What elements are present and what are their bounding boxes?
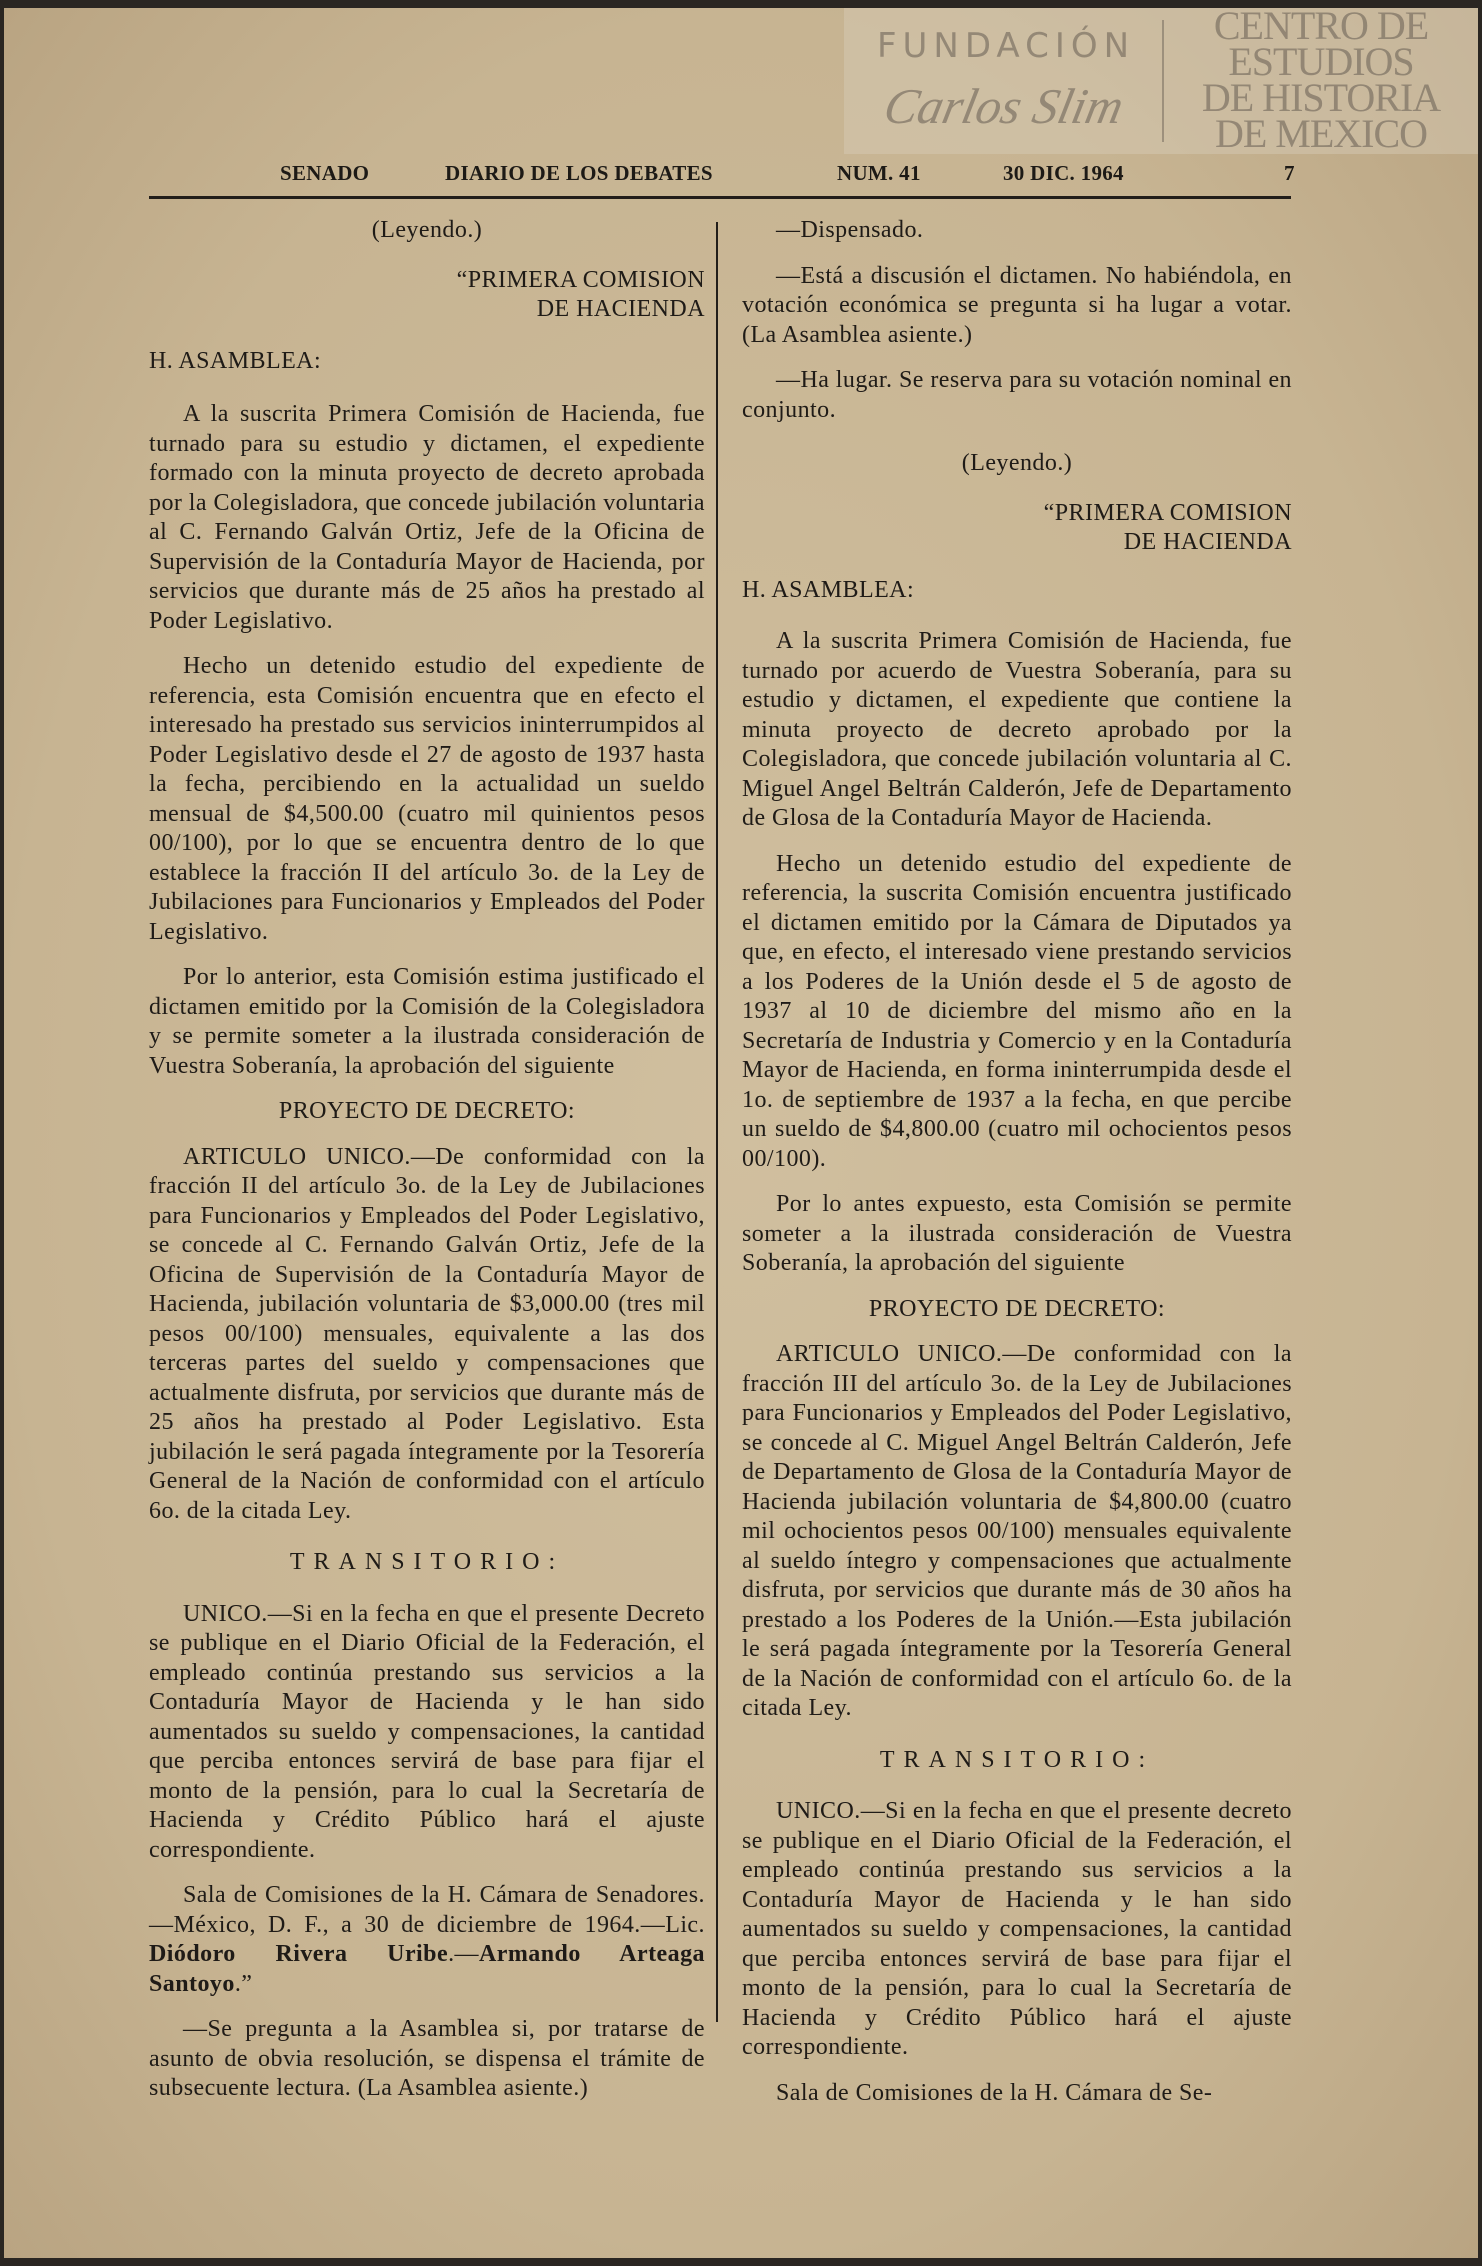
transitory-heading: TRANSITORIO: xyxy=(289,1549,565,1575)
watermark-rule xyxy=(1162,20,1164,142)
signatory-name: Armando Arteaga Santoyo xyxy=(149,1941,705,1997)
watermark-line: CENTRO DE xyxy=(1213,8,1429,48)
signature-text: Sala de Comisiones de la H. Cámara de Senadores.—México, D. F., a 30 de diciembre de 1964.—Lic. xyxy=(149,1882,705,1938)
header-date: 30 DIC. 1964 xyxy=(1003,161,1124,185)
commission-heading xyxy=(149,266,705,325)
stage-direction: (Leyendo.) xyxy=(961,450,1073,476)
paragraph: A la suscrita Primera Comisión de Hacienda, fue turnado por acuerdo de Vuestra Soberanía, para su estudio y dictamen, el expediente que contiene la minuta proyecto de decreto aprobado por la Colegisladora, que concede jubilación voluntaria al C. Miguel Angel Beltrán Calderón, Jefe de Departamento de Glosa de la Contaduría Mayor de Hacienda. xyxy=(742,628,1292,831)
salutation: H. ASAMBLEA: xyxy=(742,576,915,603)
left-column xyxy=(149,216,705,2120)
transitory-paragraph: UNICO.—Si en la fecha en que el presente decreto se publique en el Diario Oficial de la Federación, el empleado continúa prestando sus servicios a la Contaduría Mayor de Hacienda y le han sido aumentados su sueldo y compensaciones, la cantidad que perciba entonces servirá de base para fijar el monto de la pensión, para lo cual la Secretaría de Hacienda y Crédito Público hará el ajuste correspondiente. xyxy=(742,1798,1292,2060)
commission-heading-line2: DE HACIENDA xyxy=(1123,529,1292,555)
decree-heading: PROYECTO DE DECRETO: xyxy=(868,1295,1166,1322)
signature-end: .” xyxy=(234,1970,253,1997)
paragraph: Hecho un detenido estudio del expediente de referencia, la suscrita Comisión encuentra justificado el dictamen emitido por la Cámara de Diputados ya que, en efecto, el interesado viene prestando servicios a los Poderes de la Unión desde el 5 de agosto de 1937 al 10 de diciembre del mismo año en la Secretaría de Industria y Comercio y en la Contaduría Mayor de Hacienda, en forma ininterrumpida desde el 1o. de septiembre de 1937 a la fecha, en que percibe un sueldo de $4,800.00 (cuatro mil ochocientos pesos 00/100). xyxy=(742,850,1292,1172)
watermark-logo xyxy=(844,8,1478,154)
header-page-number: 7 xyxy=(1284,161,1295,185)
signatory-name: Diódoro Rivera Uribe xyxy=(149,1941,449,1967)
signature-separator: .— xyxy=(448,1941,479,1967)
watermark-line: DE MEXICO xyxy=(1214,111,1428,154)
stage-direction: (Leyendo.) xyxy=(371,217,483,243)
paragraph: Por lo antes expuesto, esta Comisión se permite someter a la ilustrada consideración de Vuestra Soberanía, la aprobación del siguiente xyxy=(742,1191,1292,1276)
watermark-line: ESTUDIOS xyxy=(1228,39,1414,84)
watermark-title xyxy=(1176,8,1466,152)
transitory-heading: TRANSITORIO: xyxy=(879,1746,1155,1773)
paragraph: —Dispensado. xyxy=(776,217,924,243)
article-paragraph: ARTICULO UNICO.—De conformidad con la fracción III del artículo 3o. de la Ley de Jubilaciones para Funcionarios y Empleados del Poder Legislativo, se concede al C. Miguel Angel Beltrán Calderón, Jefe de Departamento de Glosa de la Contaduría Mayor de Hacienda jubilación voluntaria de $4,800.00 (cuatro mil ochocientos pesos 00/100) mensuales equivalente al sueldo íntegro y compensaciones que actualmente disfruta, por servicios que durante más de 30 años ha prestado a los Poderes de la Unión.—Esta jubilación le será pagada íntegramente por la Tesorería General de la Nación de conformidad con el artículo 6o. de la citada Ley. xyxy=(742,1341,1292,1721)
transitory-paragraph: UNICO.—Si en la fecha en que el presente Decreto se publique en el Diario Oficial de la Federación, el empleado continúa prestando sus servicios a la Contaduría Mayor de Hacienda y le han sido aumentados su sueldo y compensaciones, la cantidad que perciba entonces servirá de base para fijar el monto de la pensión, para lo cual la Secretaría de Hacienda y Crédito Público hará el ajuste correspondiente. xyxy=(149,1600,705,1863)
paragraph: Sala de Comisiones de la H. Cámara de Se- xyxy=(776,2079,1213,2106)
document-page xyxy=(4,8,1478,2258)
page-header xyxy=(280,161,1310,191)
header-number: NUM. 41 xyxy=(837,161,921,185)
decree-heading: PROYECTO DE DECRETO: xyxy=(278,1098,576,1124)
watermark-foundation: FUNDACIÓN xyxy=(876,26,1136,66)
paragraph: —Se pregunta a la Asamblea si, por tratarse de asunto de obvia resolución, se dispensa el trámite de subsecuente lectura. (La Asamblea asiente.) xyxy=(149,2016,705,2101)
watermark-line: DE HISTORIA xyxy=(1201,75,1441,120)
paragraph: —Está a discusión el dictamen. No habiéndola, en votación económica se pregunta si ha lugar a votar. (La Asamblea asiente.) xyxy=(742,262,1292,348)
paragraph: A la suscrita Primera Comisión de Hacienda, fue turnado para su estudio y dictamen, el expediente formado con la minuta proyecto de decreto aprobada por la Colegisladora, que concede jubilación voluntaria al C. Fernando Galván Ortiz, Jefe de la Oficina de Supervisión de la Contaduría Mayor de Hacienda, por servicios que durante más de 25 años ha prestado al Poder Legislativo. xyxy=(149,401,705,634)
paragraph: Por lo anterior, esta Comisión estima justificado el dictamen emitido por la Comisión de la Colegisladora y se permite someter a la ilustrada consideración de Vuestra Soberanía, la aprobación del siguiente xyxy=(149,964,705,1079)
article-paragraph: ARTICULO UNICO.—De conformidad con la fracción II del artículo 3o. de la Ley de Jubilaciones para Funcionarios y Empleados del Poder Legislativo, se concede al C. Fernando Galván Ortiz, Jefe de la Oficina de Supervisión de la Contaduría Mayor de Hacienda, jubilación voluntaria de $3,000.00 (tres mil pesos 00/100) mensuales, equivalente a las dos terceras partes del sueldo y compensaciones que actualmente disfruta, por servicios que durante más de 25 años ha prestado al Poder Legislativo. Esta jubilación le será pagada íntegramente por la Tesorería General de la Nación de conformidad con el artículo 6o. de la citada Ley. xyxy=(149,1143,705,1524)
header-chamber: SENADO xyxy=(280,161,370,185)
paragraph: —Ha lugar. Se reserva para su votación nominal en conjunto. xyxy=(742,367,1292,423)
right-column xyxy=(742,216,1292,2124)
commission-heading xyxy=(742,499,1292,558)
header-publication: DIARIO DE LOS DEBATES xyxy=(445,161,713,185)
commission-heading-line1: “PRIMERA COMISION xyxy=(1043,499,1292,526)
header-rule xyxy=(149,196,1291,199)
signature-paragraph xyxy=(149,1881,705,1999)
commission-heading-line1: “PRIMERA COMISION xyxy=(456,266,705,293)
paragraph: Hecho un detenido estudio del expediente de referencia, esta Comisión encuentra que en efecto el interesado ha prestado sus servicios ininterrumpidos al Poder Legislativo desde el 27 de agosto de 1937 hasta la fecha, percibiendo en la actualidad un sueldo mensual de $4,500.00 (cuatro mil quinientos pesos 00/100), por lo que se encuentra dentro de lo que establece la fracción II del artículo 3o. de la Ley de Jubilaciones para Funcionarios y Empleados del Poder Legislativo. xyxy=(149,653,705,945)
salutation: H. ASAMBLEA: xyxy=(149,347,322,374)
column-divider xyxy=(716,222,718,2022)
commission-heading-line2: DE HACIENDA xyxy=(536,296,705,322)
watermark-signature: Carlos Slim xyxy=(879,78,1129,134)
